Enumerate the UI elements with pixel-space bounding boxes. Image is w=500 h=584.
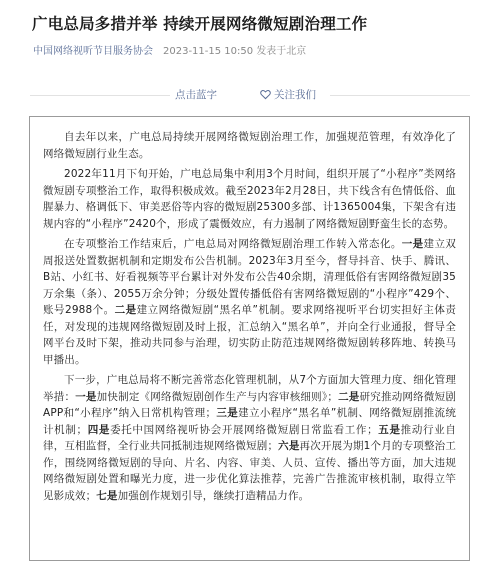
publish-location: 发表于北京 <box>256 46 307 57</box>
follow-banner <box>30 80 470 110</box>
paragraph-routine-governance: 在专项整治工作结束后，广电总局对网络微短剧治理工作转入常态化。一是建立双周报送处置数据机制和定期发布公告机制。2023年3月至今，督导抖音、快手、腾讯、B站、小红书、好看视频等平台累计对外发布公告40余期，清理低俗有害网络微短剧35万余集（条）、2055万余分钟；分级处置传播低俗有害网络微短剧的“小程序”429个、账号2988个。二是建立网络微短剧“黑名单”机制。要求网络视听平台切实担好主体责任，对发现的违规网络微短剧及时上报，汇总纳入“黑名单”，并向全行业通报，督导全网平台及时下架，推动共同参与治理，切实防止防范违规网络微短剧转移阵地、转换马甲播出。 <box>43 238 456 366</box>
paragraph-special-campaign: 2022年11月下旬开始，广电总局集中利用3个月时间，组织开展了“小程序”类网络微短剧专项整治工作，取得积极成效。截至2023年2月28日，共下线含有色情低俗、血腥暴力、格调低下、审美恶俗等内容的微短剧25300多部、计1365004集，下架含有违规内容的“小程序”2420个，形成了震慑效应，有力遏制了网络微短剧野蛮生长的态势。 <box>43 168 456 230</box>
divider-right <box>330 95 470 96</box>
heart-icon <box>260 89 271 100</box>
paragraph-next-steps: 下一步，广电总局将不断完善常态化管理机制，从7个方面加大管理力度、细化管理举措：一是加快制定《网络微短剧创作生产与内容审核细则》；二是研究推动网络微短剧APP和“小程序”纳入日常机构管理；三是建立小程序“黑名单”机制、网络微短剧推流统计机制；四是委托中国网络视听协会开展网络微短剧日常监看工作；五是推动行业自律，互相监督，全行业共同抵制违规网络微短剧；六是再次开展为期1个月的专项整治工作，围绕网络微短剧的导向、片名、内容、审美、人员、宣传、播出等方面，加大违规网络微短剧处置和曝光力度，进一步优化算法推荐，完善广告推流审核机制，取得立竿见影成效；七是加强创作规划引导，继续打造精品力作。 <box>43 374 457 502</box>
paragraph-intro: 自去年以来，广电总局持续开展网络微短剧治理工作，加强规范管理，有效净化了网络微短剧行业生态。 <box>43 131 456 160</box>
article-meta <box>33 42 306 57</box>
click-blue-text-link[interactable]: 点击蓝字 <box>175 89 217 101</box>
follow-us-link[interactable] <box>260 87 316 102</box>
publish-date: 2023-11-15 10:50 <box>163 46 254 57</box>
article-title: 广电总局多措并举 持续开展网络微短剧治理工作 <box>32 15 368 33</box>
divider-left <box>30 95 170 96</box>
follow-us-label: 关注我们 <box>274 89 316 101</box>
article-body <box>29 116 470 561</box>
account-name-link[interactable]: 中国网络视听节目服务协会 <box>33 46 153 57</box>
